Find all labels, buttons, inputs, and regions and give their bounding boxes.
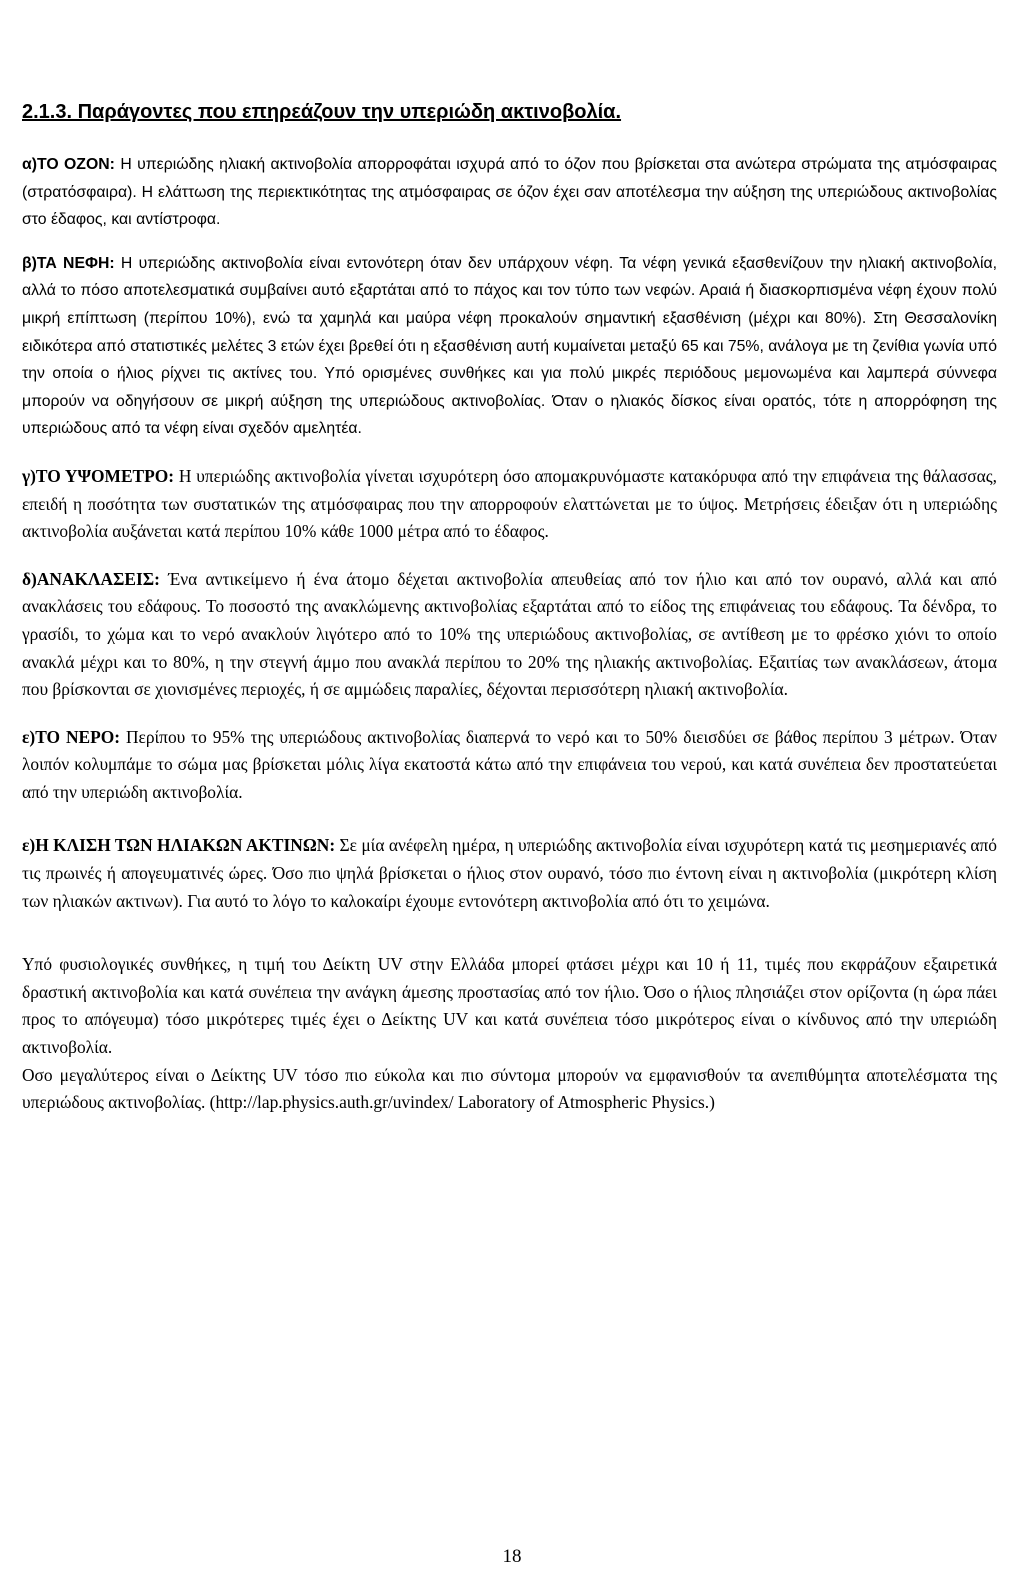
factor-ozone-text: Η υπεριώδης ηλιακή ακτινοβολία απορροφάται ισχυρά από το όζον που βρίσκεται στα ανώτερα στρώματα της ατμόσφαιρας (στρατόσφαιρα). Η ελάττωση της περιεκτικότητας της ατμόσφαιρας σε όζον έχει σαν αποτέλεσμα την αύξηση της υπεριώδους ακτινοβολίας στο έδαφος, και αντίστροφα. xyxy=(22,156,998,229)
factor-clouds-lead: β)ΤΑ ΝΕΦΗ: xyxy=(22,254,115,272)
factor-clouds-text: Η υπεριώδης ακτινοβολία είναι εντονότερη όταν δεν υπάρχουν νέφη. Τα νέφη γενικά εξασθενίζουν την ηλιακή ακτινοβολία, αλλά το πόσο αποτελεσματικά συμβαίνει αυτό εξαρτάται από το πάχος και τον τύπο των νεφών. Αραιά ή διασκορπισμένα νέφη έχουν πολύ μικρή επίπτωση (περίπου 10%), ενώ τα χαμηλά και μαύρα νέφη προκαλούν σημαντική εξασθένιση (μέχρι και 80%). Στη Θεσσαλονίκη ειδικότερα από στατιστικές μελέτες 3 ετών έχει βρεθεί ότι η εξασθένιση αυτή κυμαίνεται μεταξύ 65 και 75%, ανάλογα με τη ζενίθια γωνία υπό την οποία ο ήλιος ρίχνει τις ακτίνες του. Υπό ορισμένες συνθήκες και για πολύ μικρές περιόδους μεμονωμένα και λαμπερά σύννεφα μπορούν να οδηγήσουν σε μικρή αύξηση της υπεριώδους ακτινοβολίας. Όταν ο ηλιακός δίσκος είναι ορατός, τότε η απορρόφηση της υπεριώδους από τα νέφη είναι σχεδόν αμελητέα. xyxy=(22,254,997,438)
factor-reflections xyxy=(22,566,997,704)
page-number: 18 xyxy=(502,1546,522,1567)
factor-sun-angle-text: Σε μία ανέφελη ημέρα, η υπεριώδης ακτινοβολία είναι ισχυρότερη κατά τις μεσημεριανές από τις πρωινές ή απογευματινές ώρες. Όσο πιο ψηλά βρίσκεται ο ήλιος στον ουρανό, τόσο πιο έντονη είναι η ακτινοβολία (μικρότερη κλίση των ηλιακών ακτινων). Για αυτό το λόγο το καλοκαίρι έχουμε εντονότερη ακτινοβολία από ότι το χειμώνα. xyxy=(22,835,997,911)
factor-altitude xyxy=(22,463,997,546)
factor-water-text: Περίπου το 95% της υπεριώδους ακτινοβολίας διαπερνά το νερό και το 50% διεισδύει σε βάθος περίπου 3 μέτρων. Όταν λοιπόν κολυμπάμε το σώμα μας βρίσκεται μόλις λίγα εκατοστά κάτω από την επιφάνεια του νερού, και κατά συνέπεια δεν προστατεύεται από την υπεριώδη ακτινοβολία. xyxy=(22,726,997,802)
factor-reflections-text: Ένα αντικείμενο ή ένα άτομο δέχεται ακτινοβολία απευθείας από τον ήλιο και από τον ουρανό, αλλά και από ανακλάσεις του εδάφους. Το ποσοστό της ανακλώμενης ακτινοβολίας εξαρτάται από το είδος της επιφάνειας του εδάφους. Τα δένδρα, το γρασίδι, το χώμα και το νερό ανακλούν λιγότερο από το 10% της υπεριώδους ακτινοβολίας, σε αντίθεση με το φρέσκο χιόνι το οποίο ανακλά μέχρι και το 80%, η την στεγνή άμμο που ανακλά περίπου το 20% της ηλιακής ακτινοβολίας. Εξαιτίας των ανακλάσεων, άτομα που βρίσκονται σε χιονισμένες περιοχές, ή σε αμμώδεις παραλίες, δέχονται περισσότερη ηλιακή ακτινοβολία. xyxy=(22,568,997,700)
factor-water xyxy=(22,724,997,807)
closing-paragraph-1: Υπό φυσιολογικές συνθήκες, η τιμή του Δείκτη UV στην Ελλάδα μπορεί φτάσει μέχρι και 10 ή 11, τιμές που εκφράζουν εξαιρετικά δραστική ακτινοβολία και κατά συνέπεια την ανάγκη άμεσης προστασίας από τον ήλιο. Όσο ο ήλιος πλησιάζει στον ορίζοντα (η ώρα πάει προς το απόγευμα) τόσο μικρότερες τιμές έχει ο Δείκτης UV και κατά συνέπεια τόσο μικρότερος είναι ο κίνδυνος από την υπεριώδη ακτινοβολία. xyxy=(22,954,997,1058)
section-heading: 2.1.3. Παράγοντες που επηρεάζουν την υπεριώδη ακτινοβολία. xyxy=(22,101,622,123)
factor-altitude-text: Η υπεριώδης ακτινοβολία γίνεται ισχυρότερη όσο απομακρυνόμαστε κατακόρυφα από την επιφάνεια της θάλασσας, επειδή η ποσότητα των συστατικών της ατμόσφαιρας που την απορροφούν ελαττώνεται με το ύψος. Μετρήσεις έδειξαν ότι η υπεριώδης ακτινοβολία αυξάνεται κατά περίπου 10% κάθε 1000 μέτρα από το έδαφος. xyxy=(22,465,997,542)
factor-sun-angle xyxy=(22,832,997,915)
factor-reflections-lead: δ)ΑΝΑΚΛΑΣΕΙΣ: xyxy=(22,568,160,589)
factor-water-lead: ε)ΤΟ ΝΕΡΟ: xyxy=(22,726,121,747)
factor-ozone xyxy=(22,151,997,234)
factor-altitude-lead: γ)ΤΟ ΥΨΟΜΕΤΡΟ: xyxy=(22,465,175,486)
factor-sun-angle-lead: ε)Η ΚΛΙΣΗ ΤΩΝ ΗΛΙΑΚΩΝ ΑΚΤΙΝΩΝ: xyxy=(22,835,336,856)
factor-ozone-lead: α)ΤΟ ΟΖΟΝ: xyxy=(22,156,115,173)
factor-clouds xyxy=(22,250,997,443)
document-page xyxy=(22,97,997,1117)
closing-paragraph-2: Οσο μεγαλύτερος είναι ο Δείκτης UV τόσο πιο εύκολα και πιο σύντομα μπορούν να εμφανισθούν τα ανεπιθύμητα αποτελέσματα της υπεριώδους ακτινοβολίας. (http://lap.physics.auth.gr/uvindex/ Laboratory of Atmospheric Physics.) xyxy=(22,1064,997,1113)
